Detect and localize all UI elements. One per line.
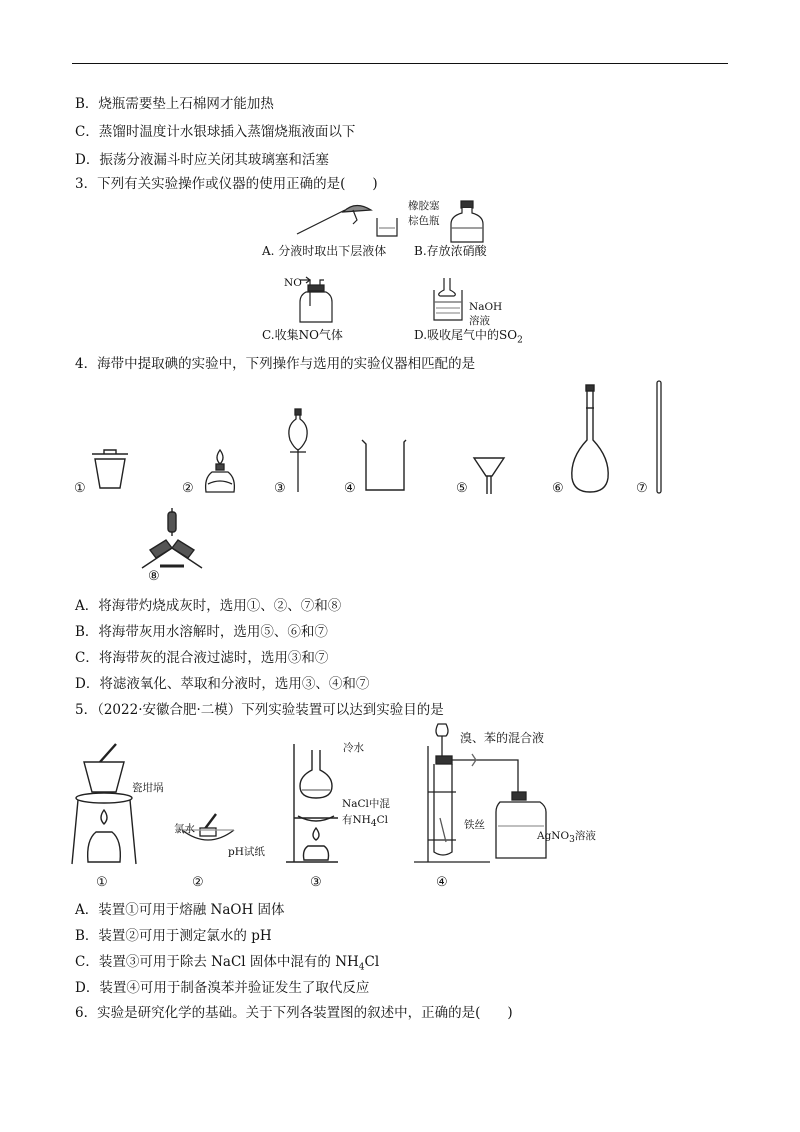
- q5-label-iron-wire: 铁丝: [464, 819, 485, 831]
- q3-figure-a-caption: A. 分液时取出下层液体: [262, 244, 387, 258]
- q3-figure-c-caption: C.收集NO气体: [262, 328, 343, 342]
- q5-label-nacl-line-2: 有$NH_4Cl$: [342, 814, 388, 830]
- q3-figure-b-label-bottle: 棕色瓶: [408, 215, 440, 227]
- q5-option-d: D．装置④可用于制备溴苯并验证发生了取代反应: [75, 980, 370, 996]
- q4-label-8: ⑧: [148, 569, 160, 584]
- q5-number-3: ③: [310, 875, 322, 890]
- q4-label-1: ①: [74, 481, 86, 496]
- q4-label-4: ④: [344, 481, 356, 496]
- q4-crucible-with-lid: [88, 446, 132, 490]
- q5-label-agno3-solution: AgNO$_3$溶液: [537, 830, 596, 846]
- q5-option-b: B．装置②可用于测定氯水的 pH: [75, 928, 272, 944]
- q5-label-cold-water: 冷水: [343, 742, 364, 754]
- q2-option-c: C．蒸馏时温度计水银球插入蒸馏烧瓶液面以下: [75, 124, 356, 140]
- q5-option-a: A．装置①可用于熔融 NaOH 固体: [75, 902, 285, 918]
- q6-stem: 6．实验是研究化学的基础。关于下列各装置图的叙述中，正确的是( ): [75, 1005, 513, 1021]
- q4-label-3: ③: [274, 481, 286, 496]
- q3-figure-b-label-stopper: 橡胶塞: [408, 200, 440, 212]
- q5-label-porcelain-crucible: 瓷坩埚: [132, 782, 164, 794]
- q4-option-b: B．将海带灰用水溶解时，选用⑤、⑥和⑦: [75, 624, 328, 640]
- q4-glass-rod: [654, 380, 664, 494]
- q3-stem: 3．下列有关实验操作或仪器的使用正确的是( ): [75, 176, 378, 192]
- q3-figure-b-caption: B.存放浓硝酸: [414, 244, 487, 258]
- q5-number-1: ①: [96, 875, 108, 890]
- q3-figure-d-caption: D.吸收尾气中的$SO_2$: [414, 328, 523, 346]
- q4-stem: 4．海带中提取碘的实验中，下列操作与选用的实验仪器相匹配的是: [75, 356, 476, 372]
- q3-figure-a-separatory-funnel: [293, 196, 403, 242]
- q4-option-c: C．将海带灰的混合液过滤时，选用③和⑦: [75, 650, 329, 666]
- q4-label-6: ⑥: [552, 481, 564, 496]
- q3-figure-c-label-no: NO: [284, 277, 302, 289]
- q4-label-7: ⑦: [636, 481, 648, 496]
- q5-label-ph-paper: pH试纸: [228, 846, 265, 858]
- q5-number-2: ②: [192, 875, 204, 890]
- q4-option-a: A．将海带灼烧成灰时，选用①、②、⑦和⑧: [75, 598, 342, 614]
- q4-alcohol-lamp: [202, 448, 238, 494]
- q4-volumetric-flask: [568, 384, 612, 494]
- q4-separatory-funnel: [284, 408, 312, 494]
- q2-option-d: D．振荡分液漏斗时应关闭其玻璃塞和活塞: [75, 152, 329, 168]
- q4-option-d: D．将滤液氧化、萃取和分液时，选用③、④和⑦: [75, 676, 370, 692]
- q3-figure-b-brown-bottle: [447, 200, 487, 244]
- q4-clay-triangle: [136, 502, 208, 578]
- q5-number-4: ④: [436, 875, 448, 890]
- q5-option-c: C．装置③可用于除去 NaCl 固体中混有的 $NH_4Cl$: [75, 954, 380, 973]
- q5-apparatus-3-sublimation: [284, 740, 348, 866]
- q4-beaker: [360, 438, 408, 492]
- header-rule: [72, 63, 728, 64]
- q4-label-2: ②: [182, 481, 194, 496]
- q5-label-nacl-line-1: NaCl中混: [342, 798, 390, 810]
- q2-option-b: B．烧瓶需要垫上石棉网才能加热: [75, 96, 274, 112]
- q4-label-5: ⑤: [456, 481, 468, 496]
- q5-stem: 5．（2022·安徽合肥·二模）下列实验装置可以达到实验目的是: [75, 702, 444, 718]
- q3-figure-d-absorber: [430, 276, 466, 324]
- q5-label-bromine-benzene-mixture: 溴、苯的混合液: [460, 731, 545, 745]
- q5-apparatus-1-crucible: [70, 740, 138, 866]
- q3-figure-d-label-solution: 溶液: [469, 315, 490, 327]
- q5-label-chlorine-water: 氯水: [174, 823, 195, 835]
- q4-funnel: [472, 456, 506, 496]
- q3-figure-d-label-naoh: NaOH: [469, 301, 503, 313]
